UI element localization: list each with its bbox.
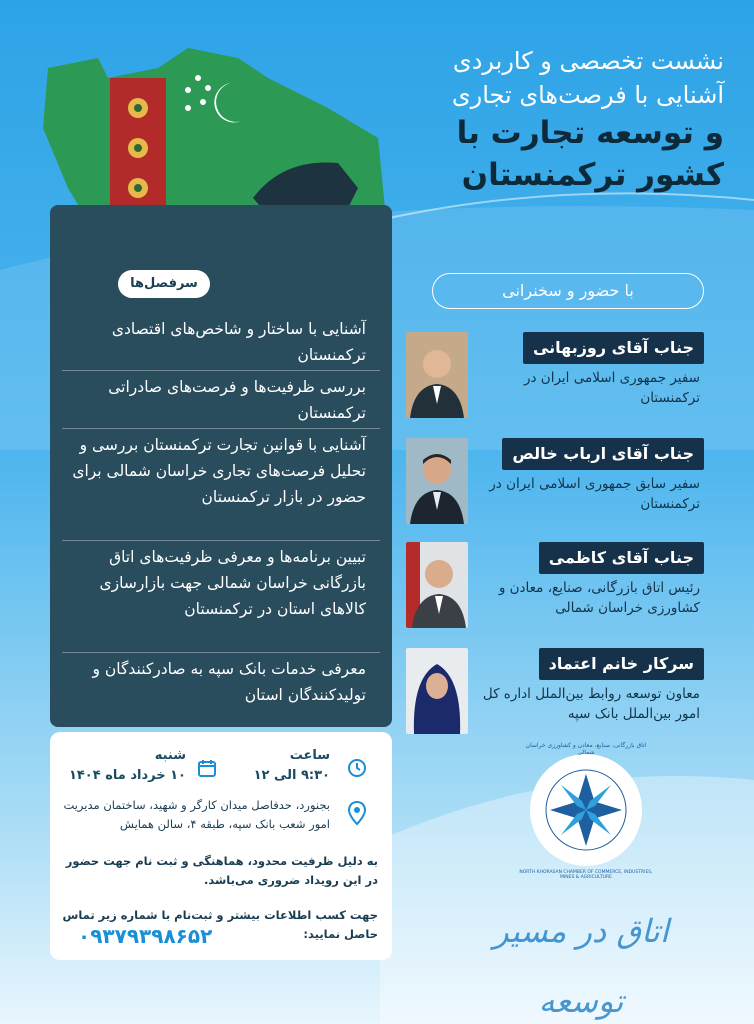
title-line-1: نشست تخصصی و کاربردی: [452, 47, 724, 75]
brand-slogan: [466, 896, 696, 1020]
speaker-photo: [406, 648, 468, 734]
speaker-name: جناب آقای روزبهانی: [523, 332, 704, 364]
speaker-card: [410, 648, 704, 736]
topic-divider: [62, 428, 380, 429]
speaker-role: معاون توسعه روابط بین‌الملل اداره کل امور بین‌الملل بانک سپه: [482, 686, 700, 722]
contact-text: جهت کسب اطلاعات بیشتر و ثبت‌نام با شماره زیر تماس حاصل نمایید:: [62, 908, 378, 941]
topic-divider: [62, 370, 380, 371]
clock-icon: [346, 757, 368, 779]
chamber-logo: [528, 752, 644, 868]
speaker-name: جناب آقای ارباب خالص: [502, 438, 704, 470]
speaker-card: [410, 332, 704, 420]
title-line-3: و توسعه تجارت با: [456, 115, 724, 151]
phone-number[interactable]: ۰۹۳۷۹۳۹۸۶۵۲: [78, 924, 213, 948]
speaker-role: سفیر جمهوری اسلامی ایران در ترکمنستان: [523, 370, 700, 406]
topic-item: آشنایی با قوانین تجارت ترکمنستان بررسی و تحلیل فرصت‌های تجاری خراسان شمالی برای حضور در بازار ترکمنستان: [72, 436, 366, 506]
day-label: شنبه: [154, 748, 186, 763]
title-line-2: آشنایی با فرصت‌های تجاری: [451, 81, 724, 109]
speaker-photo: [406, 438, 468, 524]
topic-item: آشنایی با ساختار و شاخص‌های اقتصادی ترکمنستان: [111, 320, 366, 364]
date-value: ۱۰ خرداد ماه ۱۴۰۴: [68, 768, 186, 783]
speakers-header: با حضور و سخنرانی: [432, 273, 704, 309]
speaker-name: جناب آقای کاظمی: [539, 542, 704, 574]
capacity-notice: به دلیل ظرفیت محدود، هماهنگی و ثبت نام جهت حضور در این رویداد ضروری می‌باشد.: [65, 854, 378, 887]
speaker-card: [410, 438, 704, 526]
location-pin-icon: [346, 800, 368, 826]
topic-divider: [62, 652, 380, 653]
speaker-card: [410, 542, 704, 630]
speaker-photo: [406, 542, 468, 628]
topic-item: بررسی ظرفیت‌ها و فرصت‌های صادراتی ترکمنستان: [108, 378, 366, 422]
speaker-role: رئیس اتاق بازرگانی، صنایع، معادن و کشاورزی خراسان شمالی: [498, 580, 700, 616]
time-label: ساعت: [289, 748, 330, 763]
title-line-4: کشور ترکمنستان: [461, 157, 724, 193]
speaker-name: سرکار خانم اعتماد: [539, 648, 704, 680]
brand-text: اتاق در مسیر توسعه: [493, 912, 669, 1020]
logo-ring-text-en: NORTH KHORASAN CHAMBER OF COMMERCE, INDUSTRIES, MINES & AGRICULTURE: [519, 870, 653, 880]
topic-item: معرفی خدمات بانک سپه به صادرکنندگان و تولیدکنندگان استان: [92, 660, 366, 704]
topics-badge: سرفصل‌ها: [118, 270, 210, 298]
topic-divider: [62, 540, 380, 541]
logo-ring-text: اتاق بازرگانی، صنایع، معادن و کشاورزی خراسان شمالی: [525, 742, 647, 756]
event-title: [364, 44, 724, 196]
time-value: ۹:۳۰ الی ۱۲: [253, 768, 330, 783]
calendar-icon: [196, 757, 218, 779]
topic-item: تبیین برنامه‌ها و معرفی ظرفیت‌های اتاق بازرگانی خراسان شمالی جهت بازارسازی کالاهای استان در ترکمنستان: [99, 548, 366, 618]
speaker-photo: [406, 332, 468, 418]
address-text: بجنورد، حدفاصل میدان کارگر و شهید، ساختمان مدیریت امور شعب بانک سپه، طبقه ۴، سالن همایش: [63, 798, 330, 831]
speaker-role: سفیر سابق جمهوری اسلامی ایران در ترکمنستان: [489, 476, 700, 512]
